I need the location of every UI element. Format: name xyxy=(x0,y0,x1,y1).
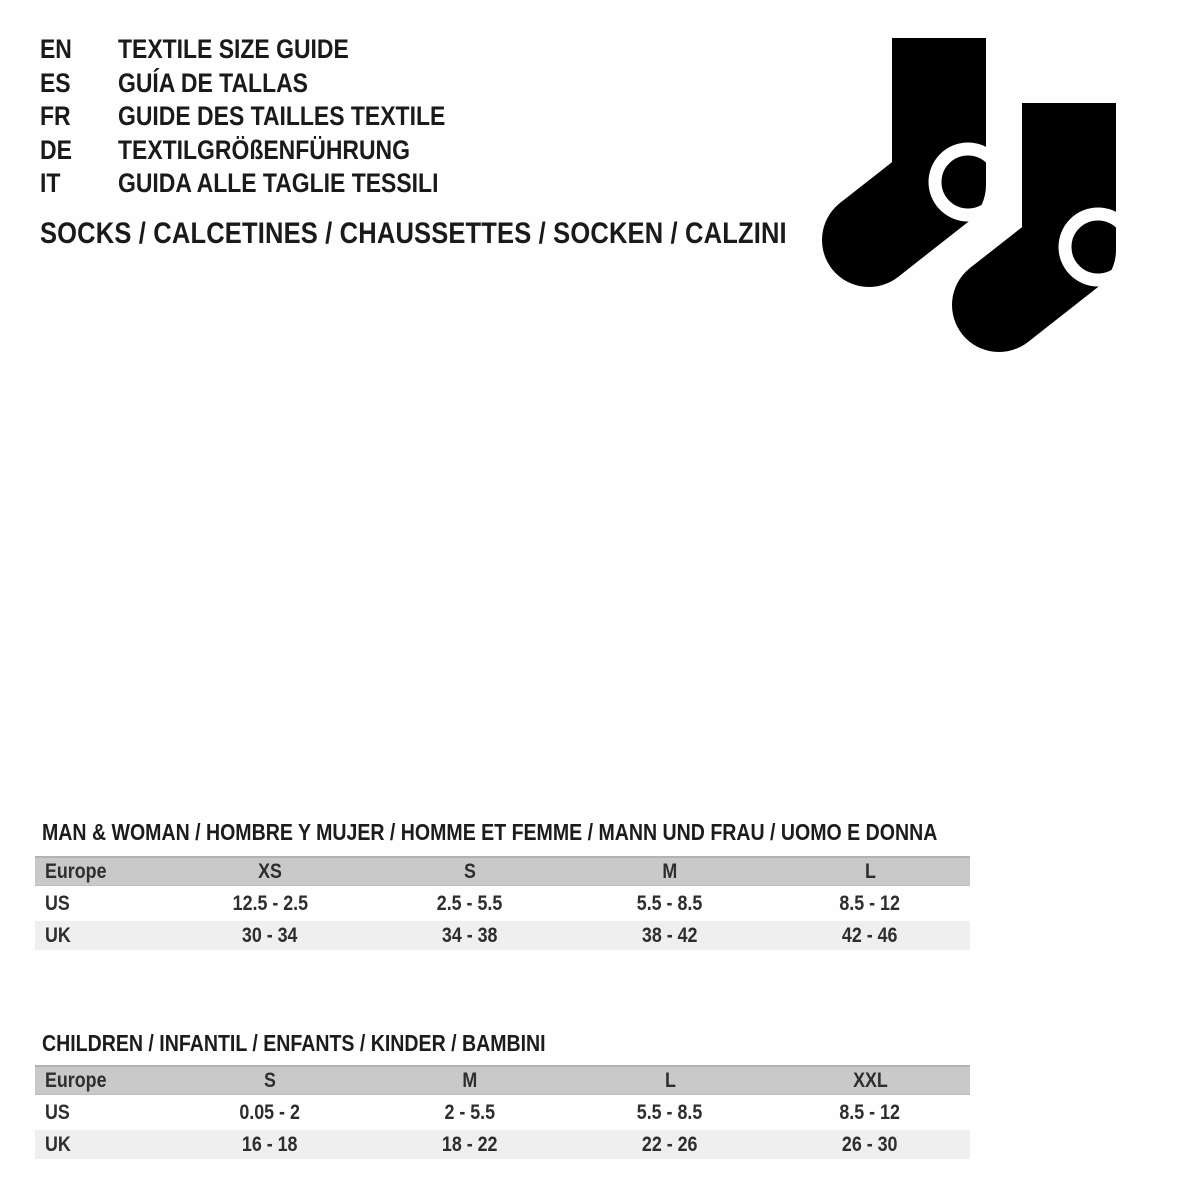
row-label: UK xyxy=(45,1132,71,1156)
language-title-label: GUIDA ALLE TAGLIE TESSILI xyxy=(118,168,439,199)
language-row xyxy=(40,100,503,134)
size-value: 5.5 - 8.5 xyxy=(637,1100,703,1124)
header-cell-size: XS xyxy=(258,859,282,883)
language-title-list xyxy=(40,33,503,201)
language-title-label: GUÍA DE TALLAS xyxy=(118,67,308,98)
size-value: 16 - 18 xyxy=(242,1132,298,1156)
header-cell-size: S xyxy=(464,859,476,883)
table-header-row xyxy=(35,856,970,886)
row-label: US xyxy=(45,1100,70,1124)
size-value: 8.5 - 12 xyxy=(839,891,901,915)
size-value: 42 - 46 xyxy=(842,923,898,947)
header-cell-region: Europe xyxy=(45,859,107,883)
size-value: 34 - 38 xyxy=(442,923,498,947)
table-title-text: CHILDREN / INFANTIL / ENFANTS / KINDER / BAMBINI xyxy=(42,1030,546,1056)
header-cell-size: L xyxy=(864,859,876,883)
table-title-children xyxy=(42,1030,634,1057)
table-row-uk xyxy=(35,1130,970,1159)
size-value: 5.5 - 8.5 xyxy=(637,891,703,915)
size-value: 26 - 30 xyxy=(842,1132,898,1156)
row-label: UK xyxy=(45,923,71,947)
language-row xyxy=(40,67,503,101)
category-heading xyxy=(40,217,919,251)
header-cell-size: M xyxy=(462,1068,478,1092)
size-value: 22 - 26 xyxy=(642,1132,698,1156)
table-row-uk xyxy=(35,921,970,950)
socks-icon xyxy=(795,25,1145,365)
header-cell-size: M xyxy=(662,859,678,883)
size-value: 12.5 - 2.5 xyxy=(232,891,308,915)
header-cell-size: L xyxy=(664,1068,676,1092)
size-table-man-woman xyxy=(35,856,970,950)
language-title-label: TEXTILE SIZE GUIDE xyxy=(118,34,349,65)
size-value: 8.5 - 12 xyxy=(839,1100,901,1124)
table-row-us xyxy=(35,1095,970,1130)
language-row xyxy=(40,33,503,67)
language-code: ES xyxy=(40,67,71,98)
language-code: FR xyxy=(40,101,71,132)
size-value: 30 - 34 xyxy=(242,923,298,947)
table-title-text: MAN & WOMAN / HOMBRE Y MUJER / HOMME ET FEMME / MANN UND FRAU / UOMO E DONNA xyxy=(42,819,938,845)
row-label: US xyxy=(45,891,70,915)
size-table-children xyxy=(35,1065,970,1159)
size-value: 2 - 5.5 xyxy=(444,1100,496,1124)
table-row-us xyxy=(35,886,970,921)
language-code: DE xyxy=(40,134,72,165)
header-cell-region: Europe xyxy=(45,1068,107,1092)
language-code: EN xyxy=(40,34,72,65)
size-value: 2.5 - 5.5 xyxy=(437,891,503,915)
language-row xyxy=(40,167,503,201)
language-row xyxy=(40,134,503,168)
language-title-label: TEXTILGRÖßENFÜHRUNG xyxy=(118,134,410,165)
header-cell-size: XXL xyxy=(852,1068,888,1092)
header-cell-size: S xyxy=(264,1068,276,1092)
category-heading-text: SOCKS / CALCETINES / CHAUSSETTES / SOCKEN / CALZINI xyxy=(40,217,787,250)
language-title-label: GUIDE DES TAILLES TEXTILE xyxy=(118,101,446,132)
table-title-man-woman xyxy=(42,819,1095,846)
size-value: 18 - 22 xyxy=(442,1132,498,1156)
language-code: IT xyxy=(40,168,61,199)
size-value: 38 - 42 xyxy=(642,923,698,947)
size-value: 0.05 - 2 xyxy=(239,1100,301,1124)
table-header-row xyxy=(35,1065,970,1095)
